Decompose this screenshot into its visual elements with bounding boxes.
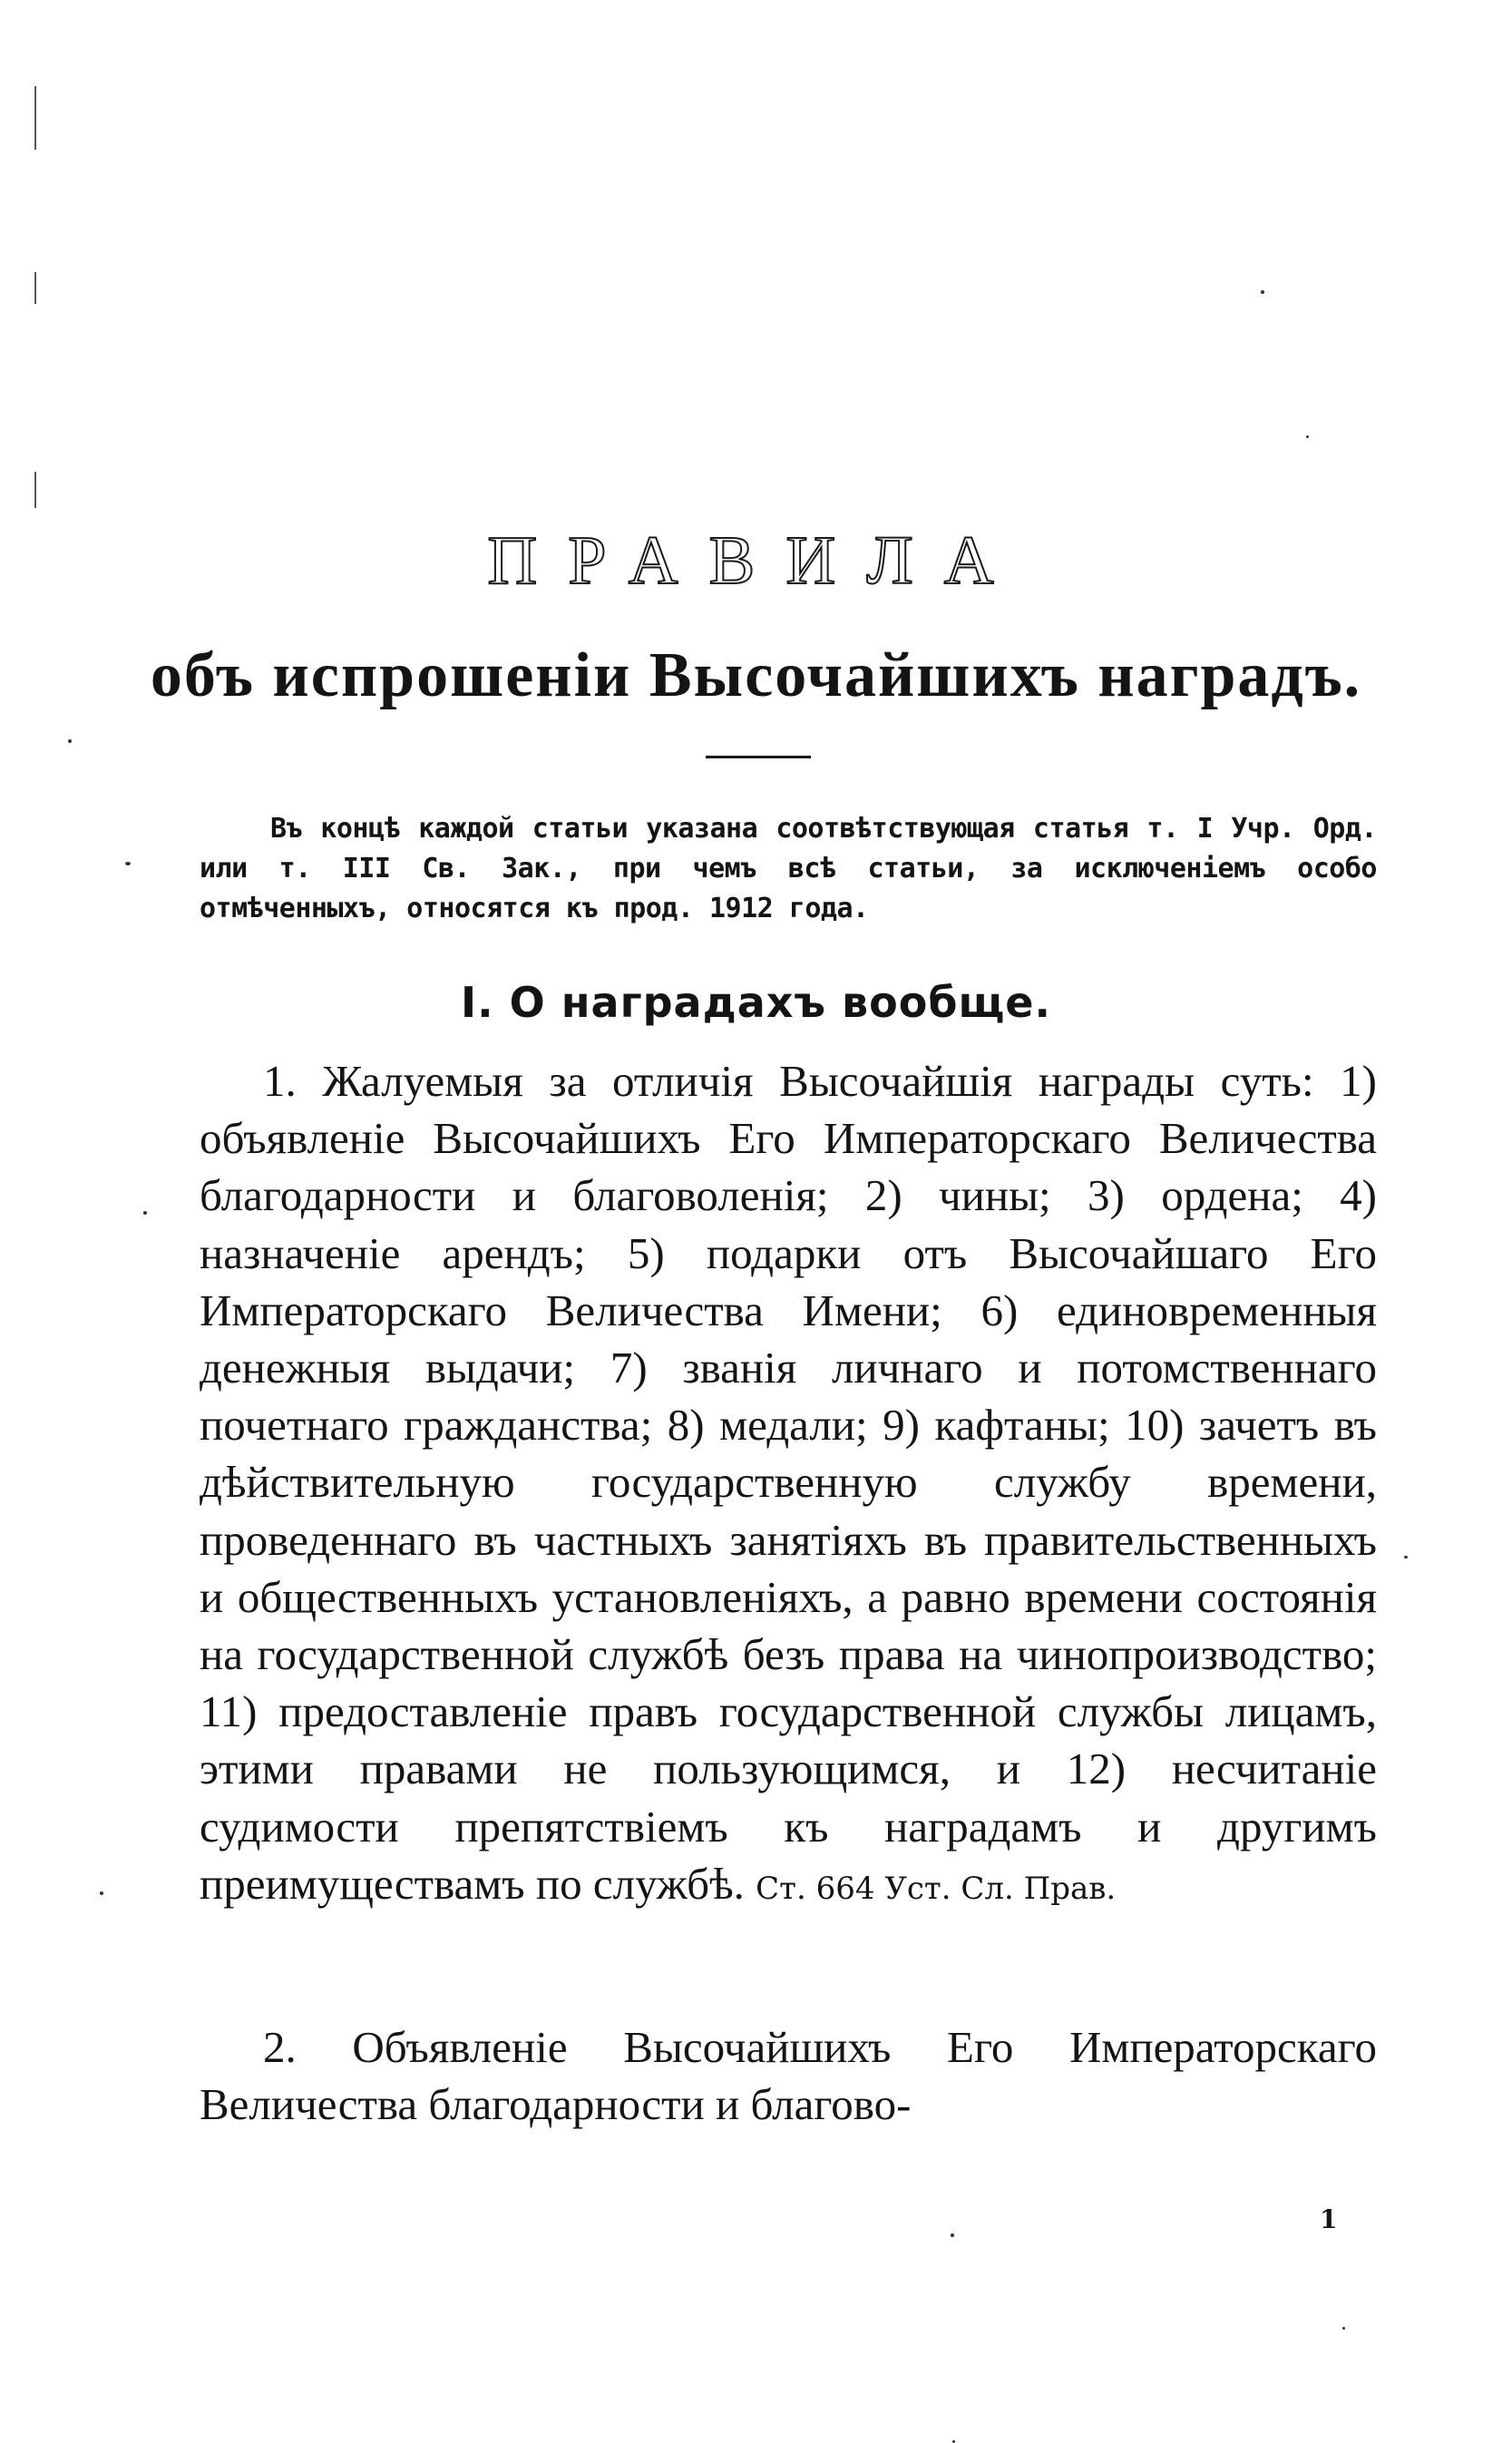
article-1-text: 1. Жалуемыя за отличія Высочайшія награды суть: 1) объявленіе Высочайшихъ Его Императорскаго Величества благодарности и благоволенія; 2) чины; 3) ордена; 4) назначеніе арендъ; 5) подарки отъ Высочайшаго Его Императорскаго Величества Имени; 6) единовременныя денежныя выдачи; 7) званія личнаго и потомственнаго почетнаго гражданства; 8) медали; 9) кафтаны; 10) зачетъ въ дѣйствительную государственную службу времени, проведеннаго въ частныхъ занятіяхъ въ правительственныхъ и общественныхъ установленіяхъ, а равно времени состоянія на государственной службѣ безъ права на чинопроизводство; 11) предоставленіе правъ государственной службы лицамъ, этими правами не пользующимся, и 12) несчитаніе судимости препятствіемъ къ наградамъ и другимъ преимуществамъ по службѣ.	[200, 1056, 1377, 1909]
page-number: 1	[1320, 2204, 1338, 2234]
article-2	[200, 2018, 1377, 2133]
scan-edge-mark	[34, 86, 36, 150]
page-title: ПРАВИЛА	[487, 523, 1025, 599]
scan-edge-mark	[34, 272, 36, 304]
editorial-note	[200, 809, 1377, 929]
article-1-paragraph	[200, 1052, 1377, 1918]
article-2-text: 2. Объявленіе Высочайшихъ Его Императорскаго Величества благодарности и благово-	[200, 2022, 1377, 2130]
article-1	[200, 1052, 1377, 1918]
scan-edge-mark	[34, 472, 36, 508]
section-heading: I. О наградахъ вообще.	[461, 978, 1051, 1027]
title-divider	[706, 756, 811, 758]
article-1-reference: Ст. 664 Уст. Сл. Прав.	[756, 1870, 1117, 1907]
editorial-note-text: Въ концѣ каждой статьи указана соотвѣтствующая статья т. I Учр. Орд. или т. III Св. Зак., при чемъ всѣ статьи, за исключеніемъ особо отмѣченныхъ, относятся къ прод. 1912 года.	[200, 813, 1377, 924]
page-subtitle: объ испрошеніи Высочайшихъ наградъ.	[150, 640, 1362, 710]
